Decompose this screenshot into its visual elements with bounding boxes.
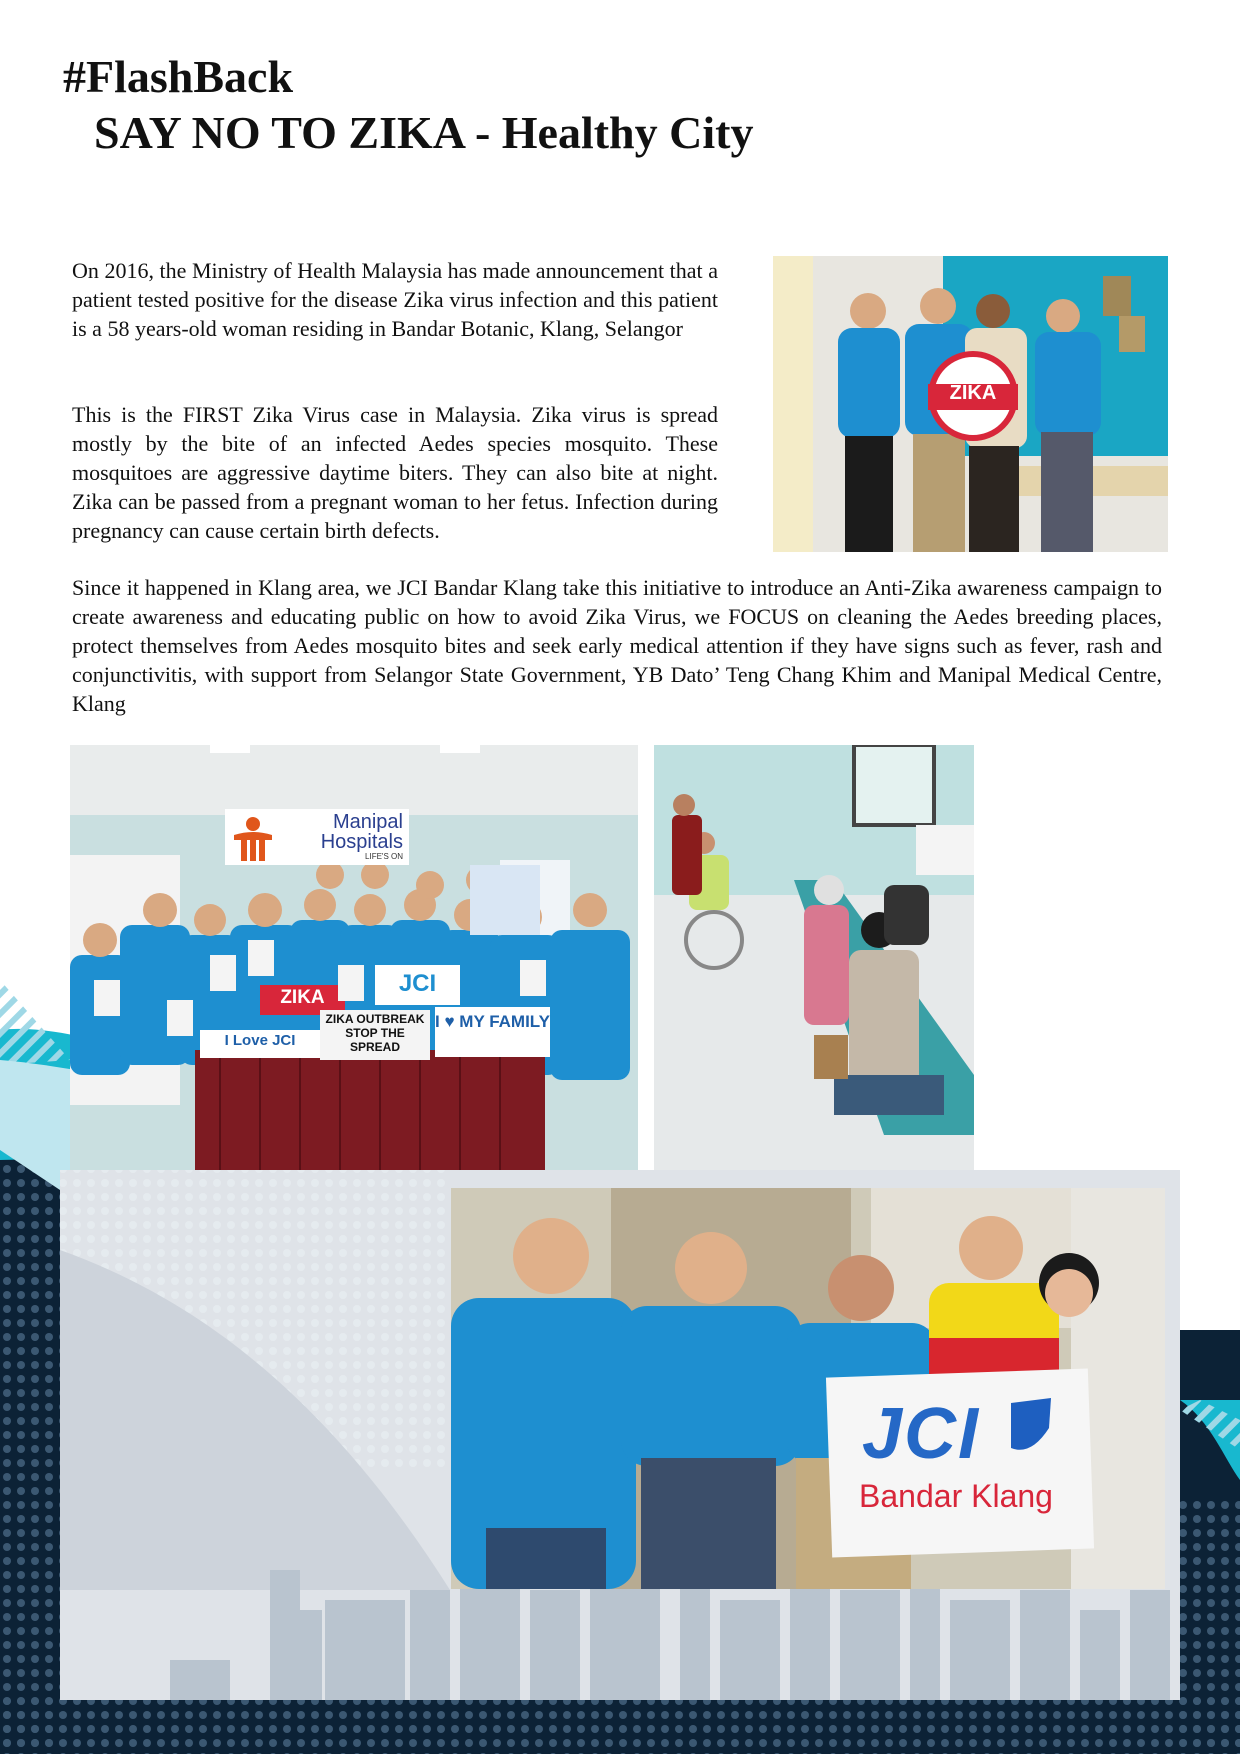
paragraph-first-case: This is the FIRST Zika Virus case in Malaysia. Zika virus is spread mostly by the bite of an infected Aedes species mosquito. These mosquitoes are aggressive daytime biters. They can also bite at night. Zika can be passed from a pregnant woman to her fetus. Infection during pregnancy can cause certain birth defects. [72,402,718,543]
jci-sign-label: JCI [398,970,437,997]
hashtag-title: #FlashBack [63,51,294,102]
love-jci-sign-label: I Love JCI [224,1032,296,1049]
logo-tagline: LIFE'S ON [365,852,403,861]
banner-jci-label: JCI [861,1394,981,1474]
family-sign-label: I ♥ MY FAMILY [435,1012,550,1031]
photo-clinic-group [773,256,1168,552]
paragraph-announcement: On 2016, the Ministry of Health Malaysia has made announcement that a patient tested positive for the disease Zika virus infection and this patient is a 58 years-old woman residing in Bandar Botanic, Klang, Selangor [72,258,718,341]
zika-sign-label: ZIKA [949,382,997,404]
logo-line-manipal: Manipal [332,811,403,833]
outbreak-sign-label: ZIKA OUTBREAK STOP THE SPREAD [325,1012,425,1054]
zika-sign-label-group: ZIKA [280,987,325,1008]
page-title: SAY NO TO ZIKA - Healthy City [94,107,754,158]
photo-waiting-room [654,745,974,1170]
logo-line-hospitals: Hospitals [320,831,403,853]
paragraph-campaign: Since it happened in Klang area, we JCI Bandar Klang take this initiative to introduce an Anti-Zika awareness campaign to create awareness and educating public on how to avoid Zika Virus, we FOCUS on cleaning the Aedes breeding places, protect themselves from Aedes mosquito bites and seek early medical attention if they have signs such as fever, rash and conjunctivitis, with support from Selangor State Government, YB Dato’ Teng Chang Khim and Manipal Medical Centre, Klang [72,575,1162,716]
banner-city-label: Bandar Klang [859,1478,1053,1514]
manipal-hospitals-logo [225,809,409,865]
manipal-logo-icon [228,813,278,863]
photo-jci-banner-group [451,1188,1165,1589]
